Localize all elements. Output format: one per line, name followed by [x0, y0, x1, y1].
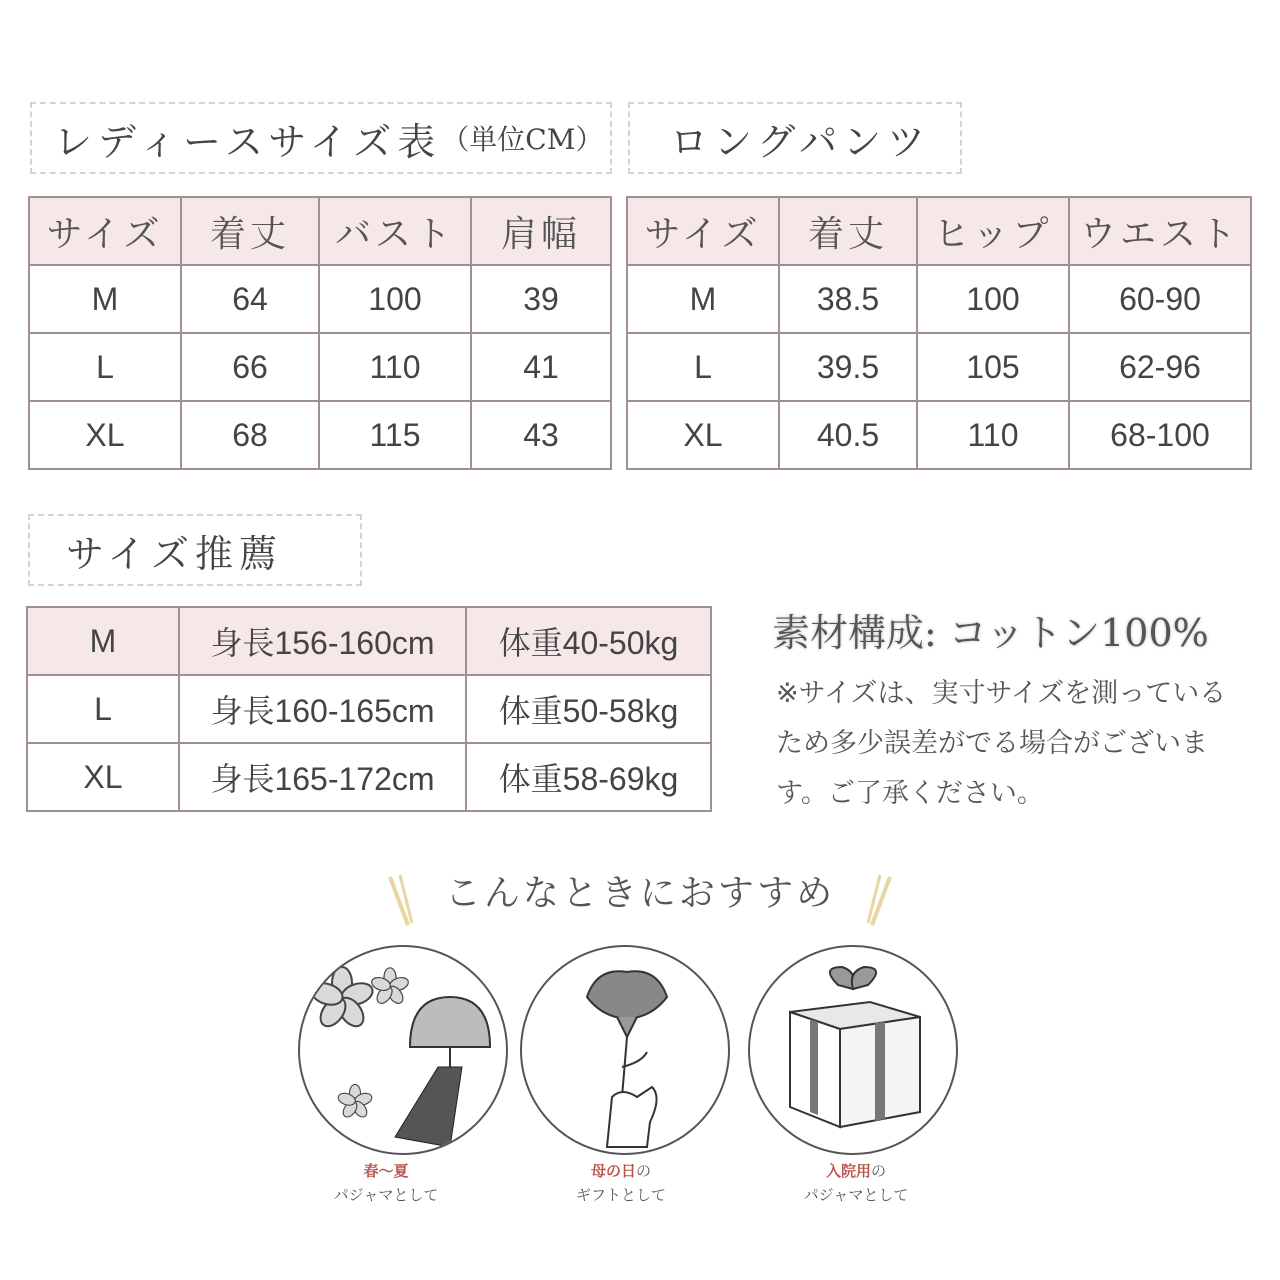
- table-row: [627, 401, 1251, 469]
- size-note: ※サイズは、実寸サイズを測っているため多少誤差がでる場合がございます。ご了承ください。: [776, 678, 1227, 808]
- table-header-row: [29, 197, 611, 265]
- header-cell: バスト: [319, 197, 471, 265]
- table-cell: 110: [917, 401, 1069, 469]
- header-cell: サイズ: [627, 197, 779, 265]
- caption-mothers-day: 母の日の ギフトとして: [491, 1160, 751, 1208]
- table-cell: L: [627, 333, 779, 401]
- pants-title: ロングパンツ: [670, 119, 931, 164]
- table-cell: M: [27, 607, 179, 675]
- pants-title-box: [628, 102, 962, 174]
- table-cell: 68-100: [1069, 401, 1251, 469]
- table-cell: 62-96: [1069, 333, 1251, 401]
- ladies-size-unit: （単位CM）: [441, 123, 604, 156]
- right-sparkle-icon: [858, 871, 898, 931]
- sakura-windchime-icon: [298, 945, 508, 1155]
- table-cell: 38.5: [779, 265, 917, 333]
- table-cell: 身長165-172cm: [179, 743, 466, 811]
- table-cell: L: [29, 333, 181, 401]
- table-cell: 64: [181, 265, 319, 333]
- table-cell: XL: [29, 401, 181, 469]
- size-recommend-title: サイズ推薦: [66, 531, 283, 576]
- table-cell: 68: [181, 401, 319, 469]
- table-cell: 体重50-58kg: [466, 675, 711, 743]
- table-cell: 39.5: [779, 333, 917, 401]
- table-cell: 100: [917, 265, 1069, 333]
- size-recommend-title-box: [28, 514, 362, 586]
- table-cell: XL: [627, 401, 779, 469]
- table-row: [29, 401, 611, 469]
- table-cell: 105: [917, 333, 1069, 401]
- caption-hospital: [726, 1160, 986, 1208]
- table-cell: 40.5: [779, 401, 917, 469]
- table-cell: L: [27, 675, 179, 743]
- carnation-icon: [520, 945, 730, 1155]
- table-cell: 身長156-160cm: [179, 607, 466, 675]
- header-cell: ヒップ: [917, 197, 1069, 265]
- table-cell: 115: [319, 401, 471, 469]
- table-cell: M: [29, 265, 181, 333]
- caption-highlight: 春～夏: [363, 1163, 409, 1180]
- table-cell: 60-90: [1069, 265, 1251, 333]
- caption-text: ギフトとして: [575, 1187, 666, 1204]
- header-cell: 着丈: [779, 197, 917, 265]
- recommend-section-title: こんなときにおすすめ: [444, 873, 836, 914]
- table-cell: 39: [471, 265, 611, 333]
- table-cell: 100: [319, 265, 471, 333]
- table-cell: 41: [471, 333, 611, 401]
- gift-box-icon: [748, 945, 958, 1155]
- table-row: [27, 607, 711, 675]
- table-cell: 体重58-69kg: [466, 743, 711, 811]
- table-cell: XL: [27, 743, 179, 811]
- table-cell: 身長160-165cm: [179, 675, 466, 743]
- header-cell: サイズ: [29, 197, 181, 265]
- table-cell: 110: [319, 333, 471, 401]
- table-row: [29, 265, 611, 333]
- table-row: [627, 265, 1251, 333]
- table-row: [27, 675, 711, 743]
- caption-suffix: の: [871, 1163, 887, 1180]
- caption-highlight: 入院用: [825, 1163, 871, 1180]
- table-cell: 66: [181, 333, 319, 401]
- table-cell: 体重40-50kg: [466, 607, 711, 675]
- table-header-row: [627, 197, 1251, 265]
- recommend-section-header: [0, 865, 1280, 931]
- header-cell: 着丈: [181, 197, 319, 265]
- table-cell: M: [627, 265, 779, 333]
- header-cell: ウエスト: [1069, 197, 1251, 265]
- ladies-size-table: [28, 196, 612, 470]
- table-row: [627, 333, 1251, 401]
- caption-text: パジャマとして: [803, 1187, 909, 1204]
- caption-text: パジャマとして: [333, 1187, 439, 1204]
- table-cell: 43: [471, 401, 611, 469]
- table-row: [27, 743, 711, 811]
- pants-size-table: [626, 196, 1252, 470]
- table-row: [29, 333, 611, 401]
- size-recommend-table: [26, 606, 712, 812]
- header-cell: 肩幅: [471, 197, 611, 265]
- caption-highlight: 母の日: [590, 1163, 636, 1180]
- material-composition: 素材構成: コットン100%: [772, 611, 1209, 655]
- ladies-size-title-box: [30, 102, 612, 174]
- left-sparkle-icon: [382, 871, 422, 931]
- ladies-size-title: レディースサイズ表: [54, 119, 442, 164]
- caption-spring-summer: [256, 1160, 516, 1208]
